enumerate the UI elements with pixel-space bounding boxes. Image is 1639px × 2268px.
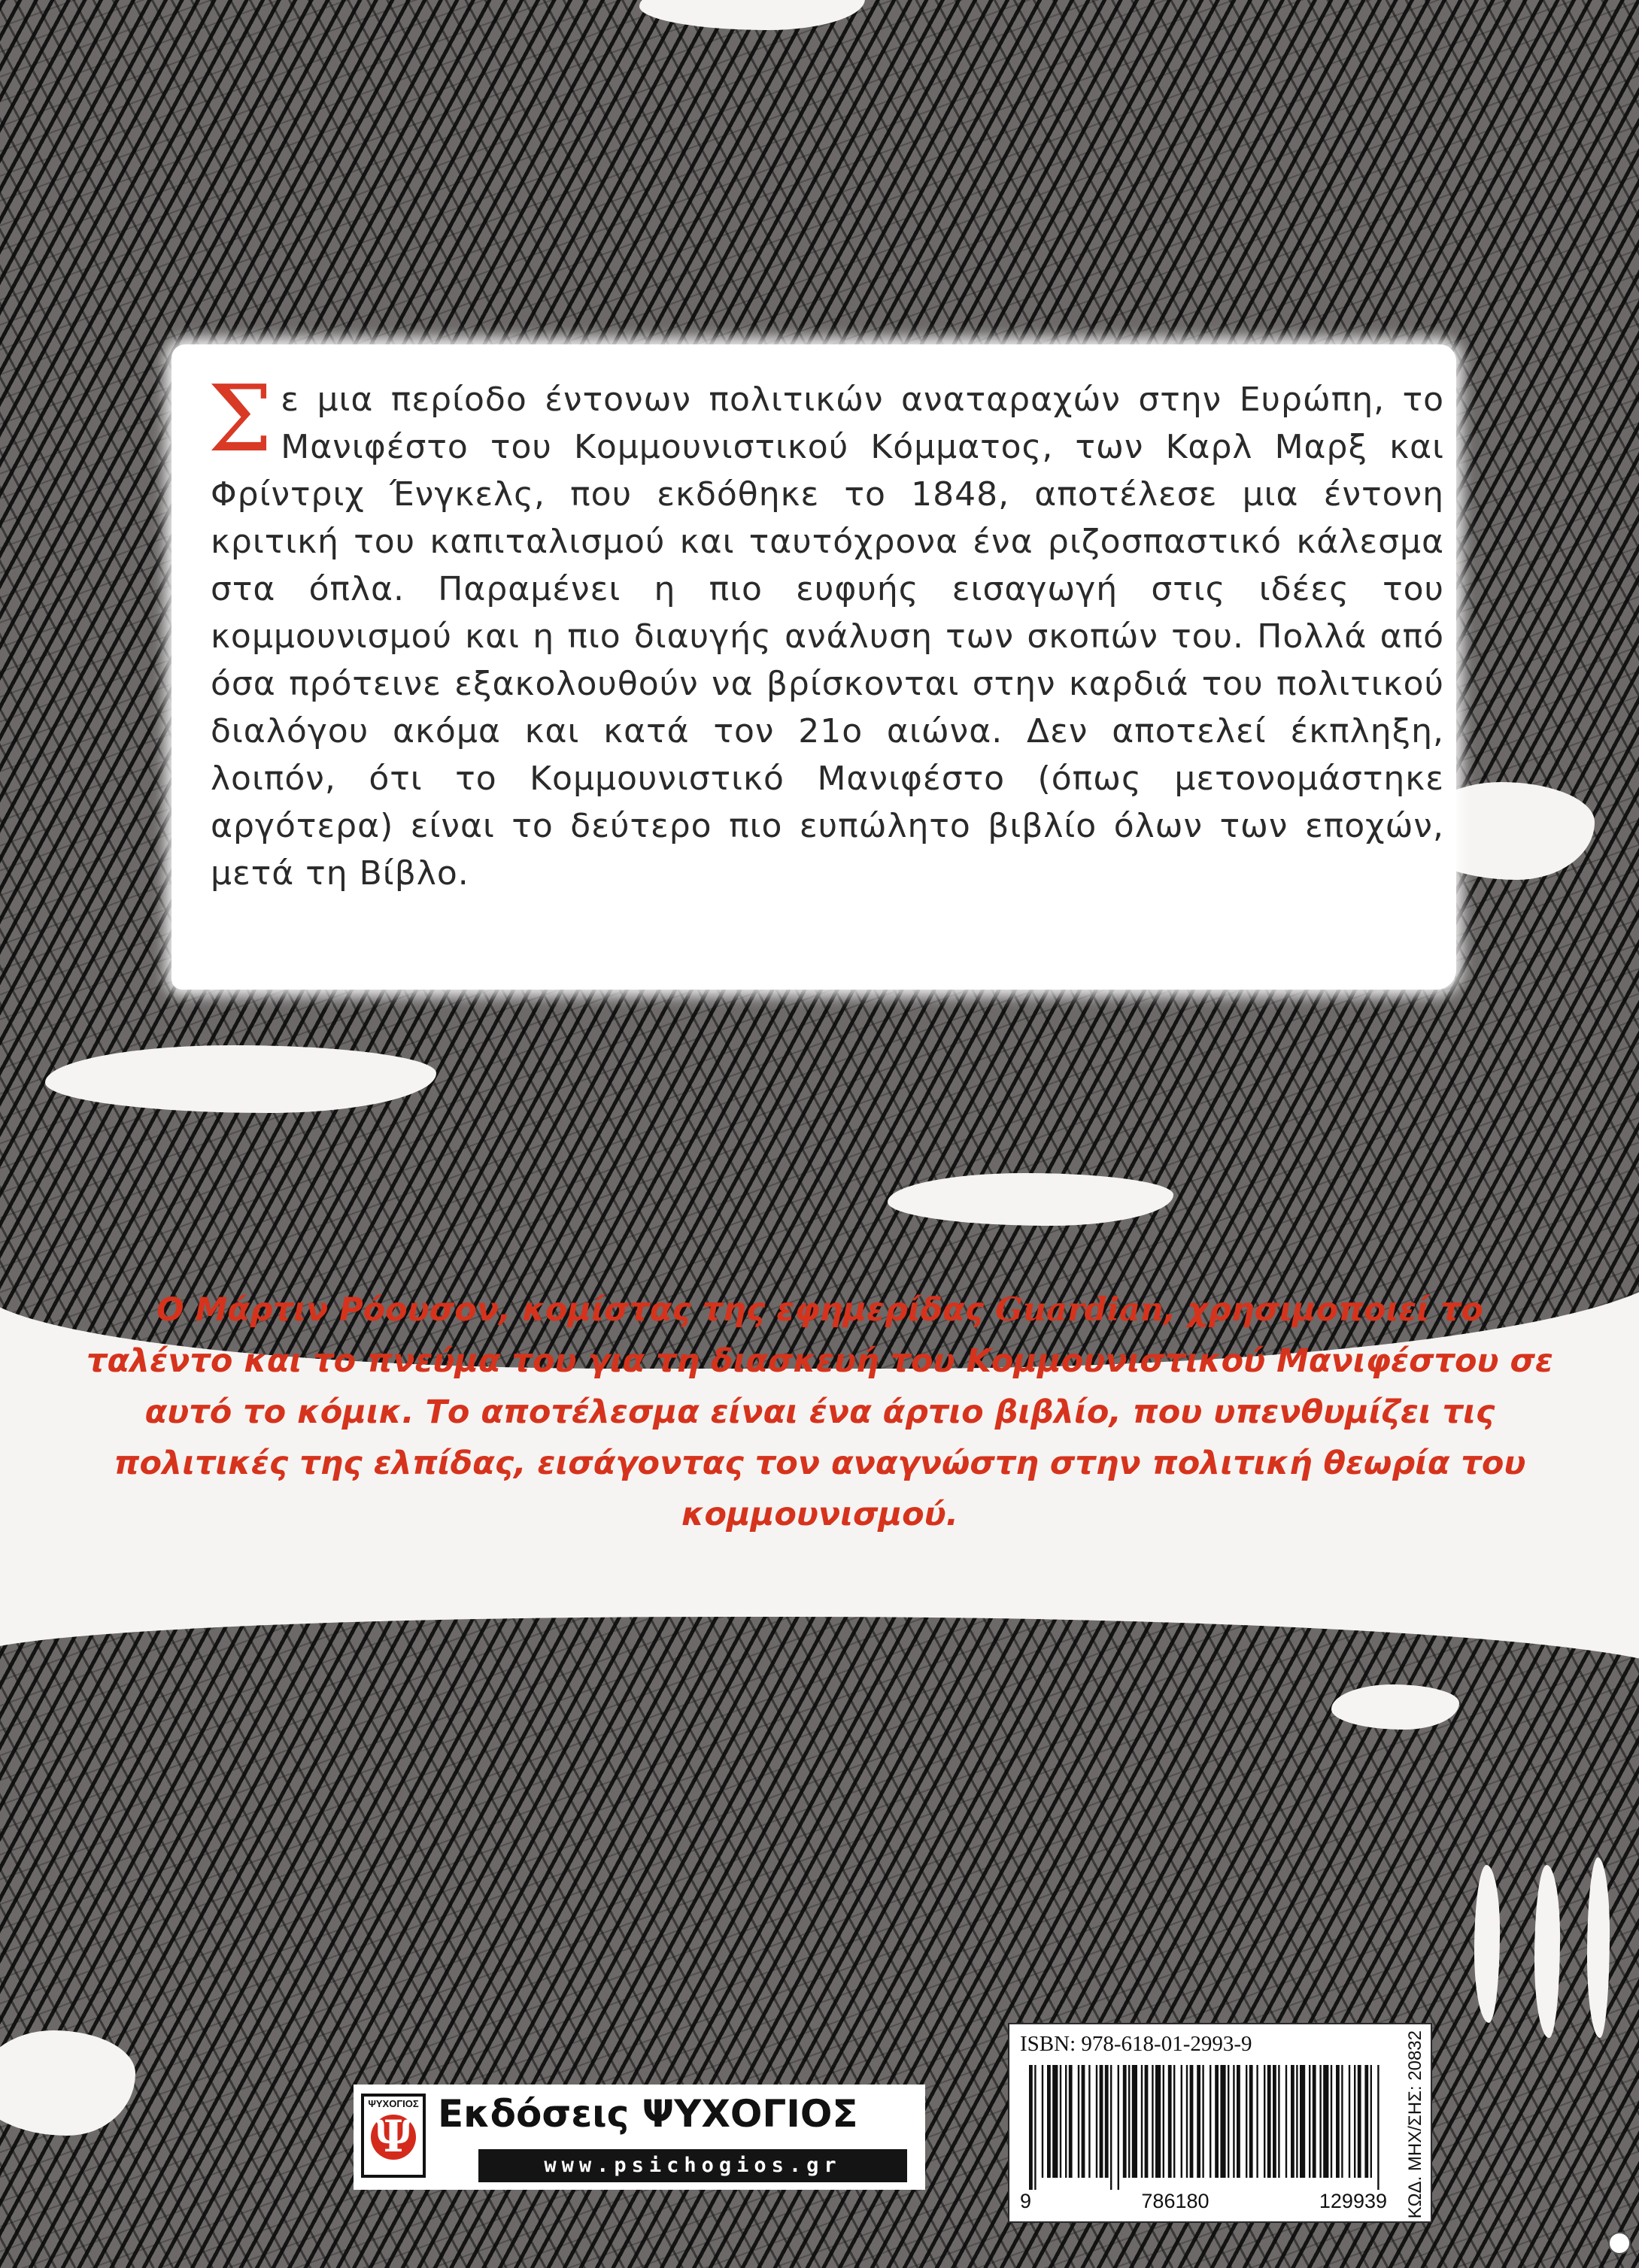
barcode-bar [1197, 2065, 1200, 2178]
texture-fleck [1587, 1857, 1610, 2038]
barcode-bar [1181, 2065, 1182, 2178]
barcode-bar [1309, 2065, 1310, 2178]
barcode-bar [1118, 2065, 1119, 2190]
blurb-text-end: , χρησιμοποιεί το ταλέντο και το πνεύμα του για τη διασκευή του Κομμουνιστικού Μανιφέστου σε αυτό το κόμικ. Το αποτέλεσμα είναι ένα άρτιο βιβλίο, που υπενθυμίζει τις πολιτικές της ελπίδας, εισάγοντας τον αναγνώστη στην πολιτική θεωρία του κομμουνισμού. [87, 1291, 1553, 1533]
drop-cap: Σ [208, 365, 274, 472]
intro-text: ε μια περίοδο έντονων πολιτικών αναταραχών στην Ευρώπη, το Μανιφέστο του Κομμουνιστικού Κόμματος, των Καρλ Μαρξ και Φρίντριχ Ένγκελς, που εκδόθηκε το 1848, αποτέλεσε μια έντονη κριτική του καπιταλισμού και ταυτόχρονα ένα ριζοσπαστικό κάλεσμα στα όπλα. Παραμένει η πιο ευφυής εισαγωγή στις ιδέες του κομμουνισμού και η πιο διαυγής ανάλυση των σκοπών του. Πολλά από όσα πρότεινε εξακολουθούν να βρίσκονται στην καρδιά του πολιτικού διαλόγου ακόμα και κατά τον 21ο αιώνα. Δεν αποτελεί έκπληξη, λοιπόν, ότι το Κομμουνιστικό Μανιφέστο (όπως μετονομάστηκε αργότερα) είναι το δεύτερο πιο ευπώλητο βιβλίο όλων των εποχών, μετά τη Βίβλο. [211, 381, 1444, 893]
psi-emblem-icon [361, 2094, 426, 2178]
barcode-bar [1249, 2065, 1253, 2178]
barcode-number [1020, 2190, 1387, 2213]
barcode-bar [1319, 2065, 1321, 2178]
barcode-bar [1370, 2065, 1372, 2178]
barcode-bar [1267, 2065, 1271, 2178]
emblem-circle [371, 2111, 416, 2162]
barcode-bar [1349, 2065, 1350, 2178]
barcode-bar [1228, 2065, 1229, 2178]
barcode-digit-first: 9 [1020, 2190, 1032, 2212]
barcode-bar [1029, 2065, 1033, 2190]
barcode-bar [1278, 2065, 1279, 2178]
barcode-bar [1060, 2065, 1061, 2178]
barcode-bar [1141, 2065, 1143, 2178]
barcode-bar [1331, 2065, 1332, 2178]
barcode-bar [1354, 2065, 1355, 2178]
barcode-bar [1336, 2065, 1340, 2178]
texture-fleck [1474, 1865, 1500, 2023]
barcode-bar [1105, 2065, 1109, 2178]
publisher-url: www.psichogios.gr [478, 2149, 907, 2182]
barcode-bar [1100, 2065, 1103, 2178]
barcode-bar [1273, 2065, 1276, 2178]
barcode-bar [1128, 2065, 1130, 2178]
publisher-name: Εκδόσεις ΨΥΧΟΓΙΟΣ [438, 2092, 858, 2136]
barcode-bar [1256, 2065, 1258, 2178]
barcode-bar [1123, 2065, 1127, 2178]
publisher-logo [354, 2085, 925, 2190]
barcode-bar [1220, 2065, 1225, 2178]
blurb-paragraph [83, 1284, 1557, 1540]
emblem-glyph: Ψ [373, 2111, 414, 2162]
barcode-bar [1296, 2065, 1298, 2178]
intro-paragraph [208, 365, 1444, 897]
barcode-bar [1364, 2065, 1368, 2178]
barcode-bar [1210, 2065, 1211, 2178]
barcode-bar [1052, 2065, 1058, 2178]
barcode-bar [1163, 2065, 1164, 2178]
barcode-bar [1215, 2065, 1219, 2178]
barcode-bar [1145, 2065, 1149, 2178]
texture-fleck [1534, 1865, 1560, 2038]
barcode-bar [1291, 2065, 1295, 2178]
barcode-bar [1069, 2065, 1073, 2178]
barcode-bar [1313, 2065, 1316, 2178]
newspaper-name: Guardian [995, 1291, 1164, 1329]
texture-fleck [888, 1173, 1173, 1226]
barcode-bar [1078, 2065, 1079, 2178]
barcode-bar [1110, 2065, 1112, 2190]
barcode-bar [1323, 2065, 1328, 2178]
barcode-bars [1024, 2065, 1386, 2190]
barcode-bar [1186, 2065, 1188, 2178]
barcode-bar [1096, 2065, 1097, 2178]
emblem-label: ΨΥΧΟΓΙΟΣ [368, 2098, 419, 2109]
barcode-bar [1358, 2065, 1361, 2178]
barcode-bar [1377, 2065, 1379, 2190]
barcode-bar [1233, 2065, 1234, 2178]
isbn-label: ISBN: 978-618-01-2993-9 [1020, 2032, 1252, 2056]
texture-fleck [1331, 1684, 1459, 1730]
corner-mark [1608, 2232, 1631, 2254]
texture-fleck [45, 1045, 436, 1113]
barcode-bar [1173, 2065, 1175, 2178]
barcode-digits-left: 786180 [1141, 2190, 1210, 2212]
barcode-bar [1082, 2065, 1085, 2178]
barcode-bar [1132, 2065, 1137, 2178]
barcode-box [1008, 2023, 1432, 2223]
barcode-bar [1042, 2065, 1043, 2178]
barcode-bar [1168, 2065, 1172, 2178]
barcode-bar [1246, 2065, 1247, 2178]
barcode-bar [1047, 2065, 1051, 2178]
barcode-bar [1155, 2065, 1161, 2178]
barcode-bar [1152, 2065, 1153, 2178]
barcode-bar [1285, 2065, 1287, 2178]
barcode-bar [1341, 2065, 1343, 2178]
barcode-digits-right: 129939 [1319, 2190, 1387, 2212]
barcode-bar [1088, 2065, 1090, 2178]
barcode-bar [1202, 2065, 1203, 2178]
barcode-bar [1034, 2065, 1036, 2190]
barcode-bar [1300, 2065, 1305, 2178]
barcode-bar [1190, 2065, 1194, 2178]
product-code: ΚΩΔ. ΜΗΧ/ΣΗΣ: 20832 [1405, 2030, 1425, 2219]
barcode-bar [1264, 2065, 1265, 2178]
barcode-bar [1237, 2065, 1240, 2178]
barcode-bar [1065, 2065, 1067, 2178]
blurb-text-start: Ο Μάρτιν Ρόουσον, κομίστας της εφημερίδας [156, 1291, 996, 1329]
